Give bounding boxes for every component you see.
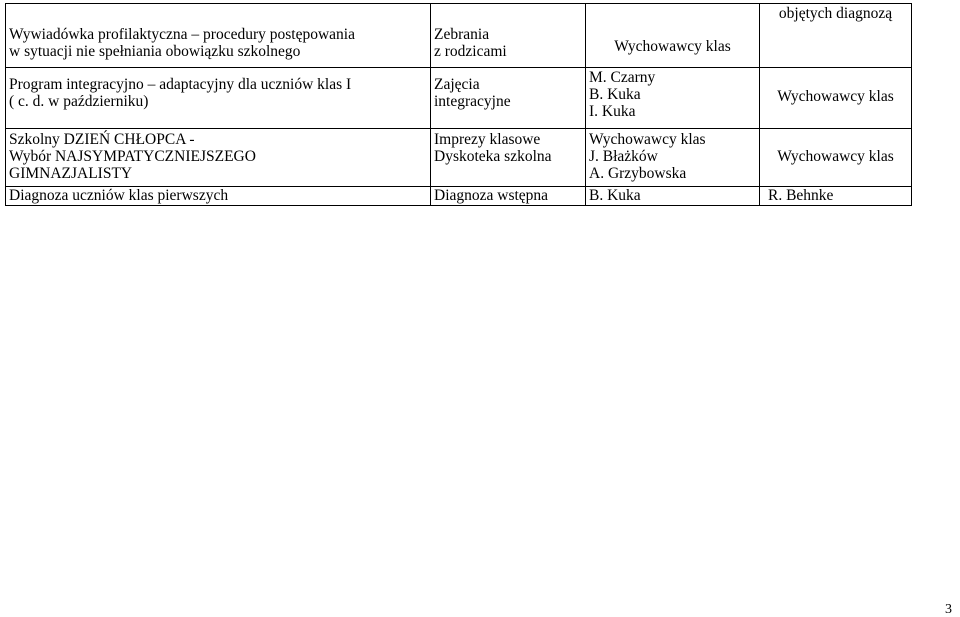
responsible-line: I. Kuka — [589, 103, 636, 120]
participants-cell — [760, 187, 912, 206]
participants-line: R. Behnke — [768, 187, 834, 204]
form-line: Imprezy klasowe — [434, 131, 541, 148]
activity-line: Program integracyjno – adaptacyjny dla uczniów klas I — [9, 76, 352, 93]
responsible-line: B. Kuka — [589, 187, 641, 204]
table-row — [6, 68, 912, 129]
responsible-line: J. Błażków — [589, 148, 658, 165]
form-line: z rodzicami — [434, 43, 507, 60]
participants-cell — [760, 129, 912, 187]
activity-line: Szkolny DZIEŃ CHŁOPCA - — [9, 131, 195, 148]
table-row — [6, 129, 912, 187]
responsible-line: A. Grzybowska — [589, 165, 687, 182]
responsible-line: B. Kuka — [589, 86, 641, 103]
form-line: Dyskoteka szkolna — [434, 148, 552, 165]
responsible-line: Wychowawcy klas — [614, 38, 731, 55]
activity-line: GIMNAZJALISTY — [9, 165, 133, 182]
participants-cell — [760, 68, 912, 129]
participants-line: Wychowawcy klas — [777, 148, 894, 165]
form-line: Diagnoza wstępna — [434, 187, 549, 204]
activity-line: Wywiadówka profilaktyczna – procedury postępowania — [9, 26, 355, 43]
form-cell — [431, 4, 586, 68]
form-cell — [431, 68, 586, 129]
responsible-cell — [586, 68, 760, 129]
activity-cell — [6, 4, 431, 68]
page-number: 3 — [945, 602, 952, 617]
form-line: Zajęcia — [434, 76, 480, 93]
form-cell — [431, 129, 586, 187]
responsible-cell — [586, 187, 760, 206]
responsible-cell — [586, 4, 760, 68]
activity-cell — [6, 187, 431, 206]
participants-line: objętych diagnozą — [778, 5, 893, 22]
activity-line: Diagnoza uczniów klas pierwszych — [9, 187, 229, 204]
form-line: integracyjne — [434, 93, 511, 110]
form-cell — [431, 187, 586, 206]
table-row — [6, 4, 912, 68]
activity-line: w sytuacji nie spełniania obowiązku szkolnego — [9, 43, 301, 60]
responsible-line: Wychowawcy klas — [589, 131, 706, 148]
participants-cell — [760, 4, 912, 68]
activity-line: ( c. d. w październiku) — [9, 93, 149, 110]
table-row — [6, 187, 912, 206]
participants-line: Wychowawcy klas — [777, 88, 894, 105]
responsible-cell — [586, 129, 760, 187]
activity-cell — [6, 129, 431, 187]
responsible-line: M. Czarny — [589, 69, 656, 86]
form-line: Zebrania — [434, 26, 490, 43]
activity-line: Wybór NAJSYMPATYCZNIEJSZEGO — [9, 148, 256, 165]
schedule-table — [5, 3, 912, 206]
activity-cell — [6, 68, 431, 129]
